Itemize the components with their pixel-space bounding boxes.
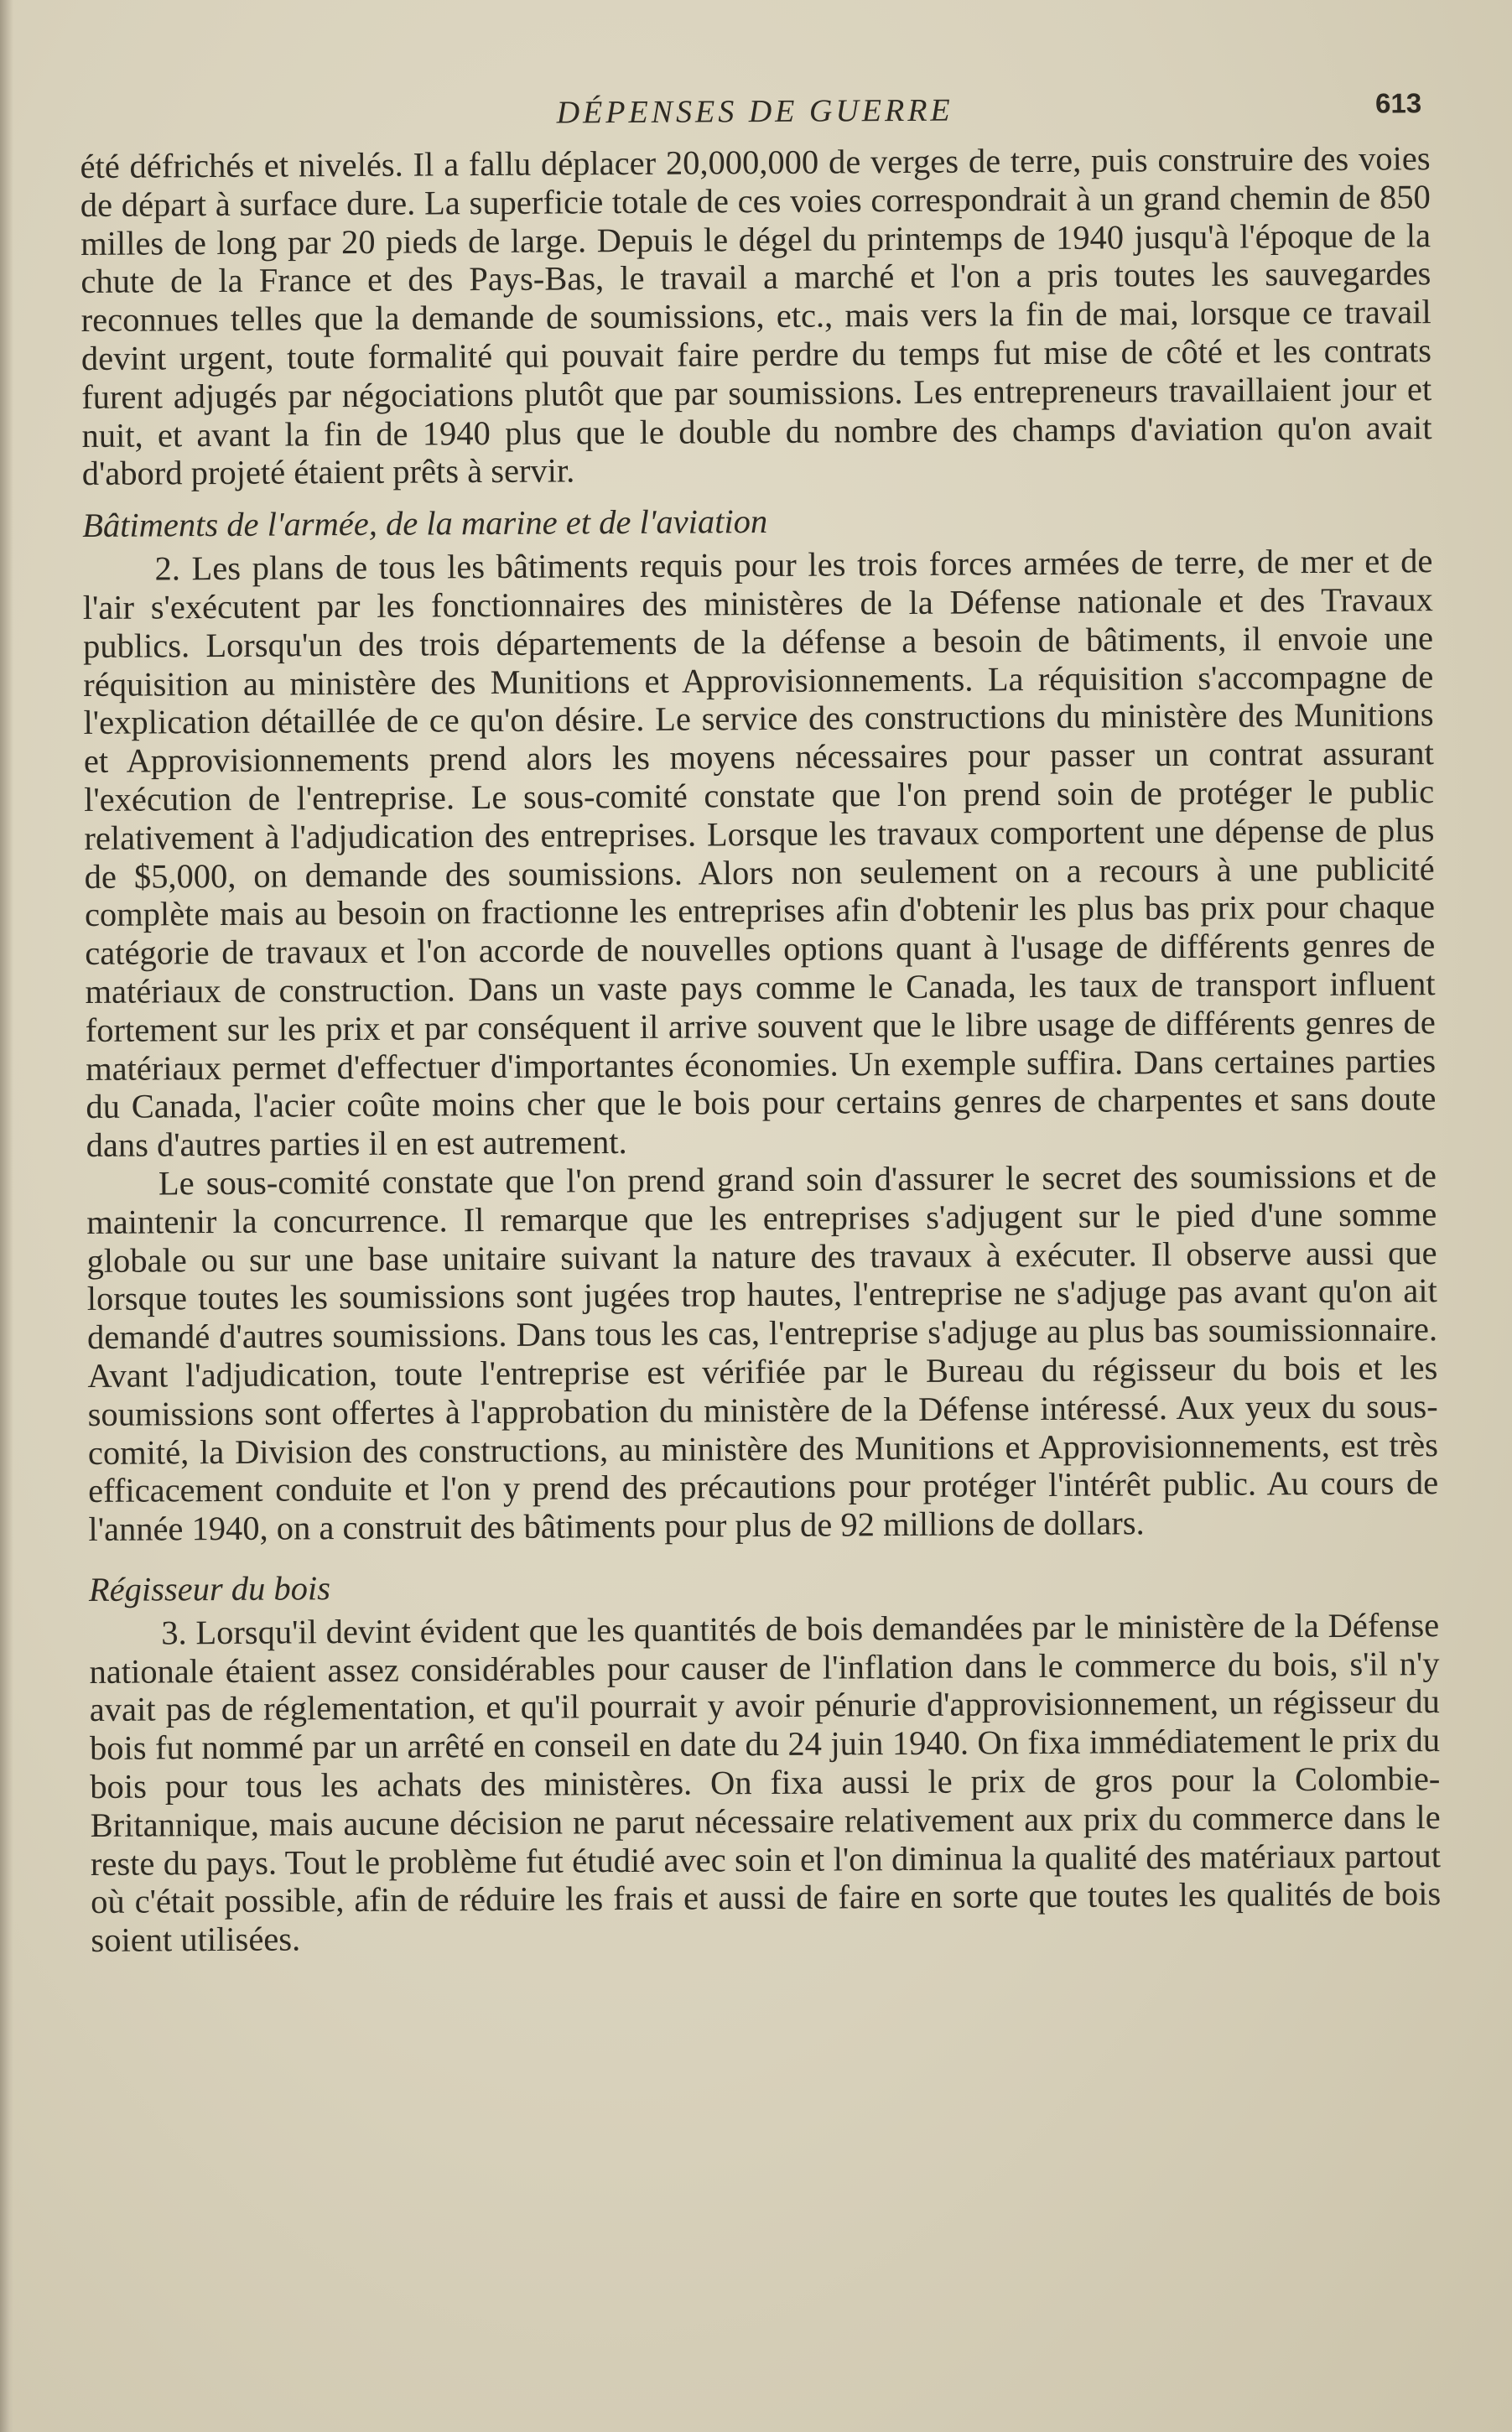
section-heading-regisseur: Régisseur du bois xyxy=(88,1569,331,1608)
paragraph-3: 3. Lorsqu'il devint évident que les quantités de bois demandées par le ministère de la Défense nationale étaient assez considérables pour causer de l'inflation dans le commerce du bois, s'il n'y avait pas de réglementation, et qu'il pourrait y avoir pénurie d'approvisionnement, un régisseur du bois fut nommé par un arrêté en conseil en date du 24 juin 1940. On fixa immédiatement le prix du bois pour tous les achats des ministères. On fixa aussi le prix de gros pour la Colombie-Britannique, mais aucune décision ne parut nécessaire relativement aux prix du commerce dans le reste du pays. Tout le problème fut étudié avec soin et l'on diminua la qualité des matériaux partout où c'était possible, afin de réduire les frais et aussi de faire en sorte que toutes les qualités de bois soient utilisées. xyxy=(89,1606,1442,1960)
running-title: DÉPENSES DE GUERRE xyxy=(556,92,953,131)
page-binding-edge xyxy=(0,0,13,2432)
paragraph-2b: Le sous-comité constate que l'on prend grand soin d'assurer le secret des soumissions et de maintenir la concurrence. Il remarque que les entreprises s'adjugent sur le pied d'une somme globale ou sur une base unitaire suivant la nature des travaux à exécuter. Il observe aussi que lorsque toutes les soumissions sont jugées trop hautes, l'entreprise ne s'adjuge pas avant qu'on ait demandé d'autres soumissions. Dans tous les cas, l'entreprise s'adjuge au plus bas soumissionnaire. Avant l'adjudication, toute l'entreprise est vérifiée par le Bureau du régisseur du bois et les soumissions sont offertes à l'approbation du ministère de la Défense intéressé. Aux yeux du sous-comité, la Division des constructions, au ministère des Munitions et Approvisionnements, est très efficacement conduite et l'on y prend des précautions pour protéger l'intérêt public. Au cours de l'année 1940, on a construit des bâtiments pour plus de 92 millions de dollars. xyxy=(86,1156,1439,1549)
paragraph-2: 2. Les plans de tous les bâtiments requis pour les trois forces armées de terre, de mer et de l'air s'exécutent par les fonctionnaires des ministères de la Défense nationale et des Travaux publics. Lorsqu'un des trois départements de la défense a besoin de bâtiments, il envoie une réquisition au ministère des Munitions et Approvisionnements. La réquisition s'accompagne de l'explication détaillée de ce qu'on désire. Le service des constructions du ministère des Munitions et Approvisionnements prend alors les moyens nécessaires pour passer un contrat assurant l'exécution de l'entreprise. Le sous-comité constate que l'on prend soin de protéger le public relativement à l'adjudication des entreprises. Lorsque les travaux comportent une dépense de plus de $5,000, on demande des soumissions. Alors non seulement on a recours à une publicité complète mais au besoin on fractionne les entreprises afin d'obtenir les plus bas prix pour chaque catégorie de travaux et l'on accorde de nouvelles options quant à l'usage de différents genres de matériaux de construction. Dans un vaste pays comme le Canada, les taux de transport influent fortement sur les prix et par conséquent il arrive souvent que le libre usage de différents genres de matériaux permet d'effectuer d'importantes économies. Un exemple suffira. Dans certaines parties du Canada, l'acier coûte moins cher que le bois pour certains genres de charpentes et sans doute dans d'autres parties il en est autrement. xyxy=(82,542,1437,1165)
paragraph-intro: été défrichés et nivelés. Il a fallu déplacer 20,000,000 de verges de terre, puis construire des voies de départ à surface dure. La superficie totale de ces voies correspondrait à un grand chemin de 850 milles de long par 20 pieds de large. Depuis le dégel du printemps de 1940 jusqu'à l'époque de la chute de la France et des Pays-Bas, le travail a marché et l'on a pris toutes les sauvegardes reconnues telles que la demande de soumissions, etc., mais vers la fin de mai, lorsque ce travail devint urgent, toute formalité qui pouvait faire perdre du temps fut mise de côté et les contrats furent adjugés par négociations plutôt que par soumissions. Les entrepreneurs travaillaient jour et nuit, et avant la fin de 1940 plus que le double du nombre des champs d'aviation qu'on avait d'abord projeté étaient prêts à servir. xyxy=(80,139,1432,493)
running-header xyxy=(80,82,1430,141)
section-heading-batiments: Bâtiments de l'armée, de la marine et de l'aviation xyxy=(82,502,768,545)
page-number: 613 xyxy=(1374,87,1422,119)
document-page xyxy=(80,82,1444,2405)
